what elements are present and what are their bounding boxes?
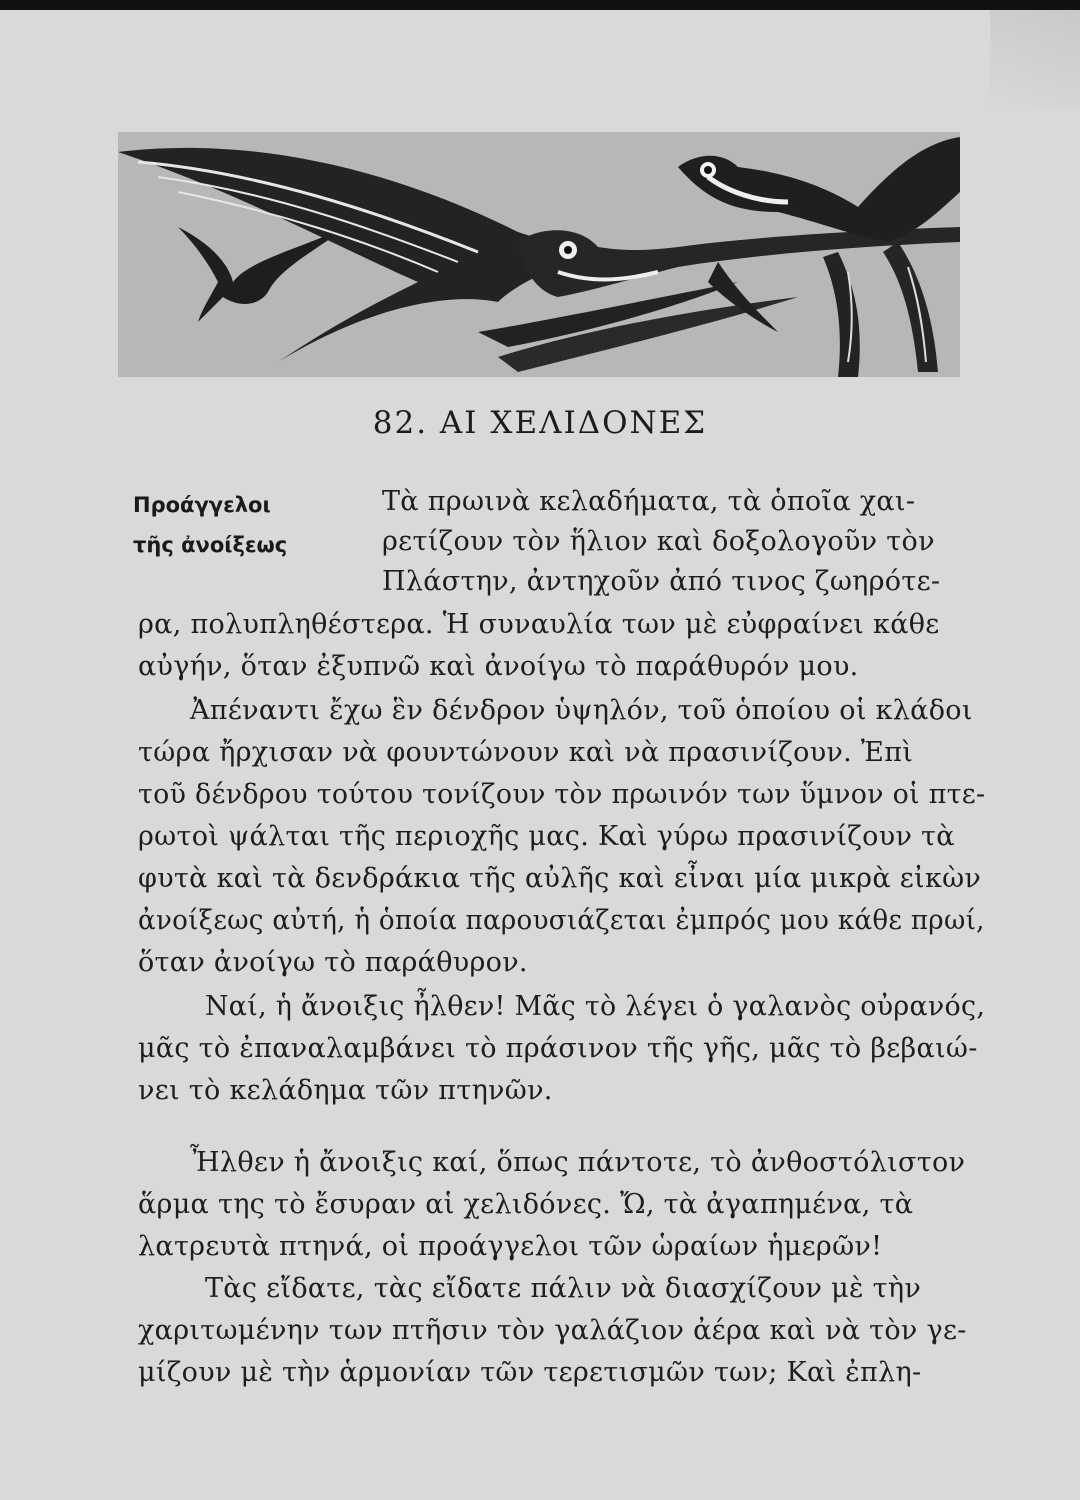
text-line: τώρα ἤρχισαν νὰ φουντώνουν καὶ νὰ πρασινίζουν. Ἐπὶ (138, 737, 914, 768)
text-line: Ἦλθεν ἡ ἄνοιξις καί, ὅπως πάντοτε, τὸ ἀνθοστόλιστον (190, 1147, 966, 1178)
text-line: Ναί, ἡ ἄνοιξις ἦλθεν! Μᾶς τὸ λέγει ὁ γαλανὸς οὐρανός, (205, 991, 986, 1022)
margin-note-1: Προάγγελοι (133, 493, 271, 517)
book-page (0, 10, 1080, 1500)
margin-note-2: τῆς ἀνοίξεως (133, 533, 288, 557)
swallows-illustration (118, 132, 960, 377)
scan-edge (0, 0, 1080, 10)
text-line: ρα, πολυπληθέστερα. Ἡ συναυλία των μὲ εὐφραίνει κάθε (138, 609, 940, 640)
text-line: νει τὸ κελάδημα τῶν πτηνῶν. (138, 1075, 553, 1106)
text-line: ρωτοὶ ψάλται τῆς περιοχῆς μας. Καὶ γύρω πρασινίζουν τὰ (138, 821, 955, 852)
text-line: Τὰ πρωινὰ κελαδήματα, τὰ ὁποῖα χαι- (382, 486, 916, 517)
text-line: ἅρμα της τὸ ἔσυραν αἱ χελιδόνες. Ὤ, τὰ ἀγαπημένα, τὰ (138, 1189, 914, 1220)
text-line: Τὰς εἴδατε, τὰς εἴδατε πάλιν νὰ διασχίζουν μὲ τὴν (205, 1273, 922, 1304)
text-line: Πλάστην, ἀντηχοῦν ἀπό τινος ζωηρότε- (382, 566, 941, 597)
swallows-drawing (118, 132, 960, 377)
text-line: ἀνοίξεως αὐτή, ἡ ὁποία παρουσιάζεται ἐμπρός μου κάθε πρωί, (138, 905, 985, 936)
text-line: χαριτωμένην των πτῆσιν τὸν γαλάζιον ἀέρα καὶ νὰ τὸν γε- (138, 1315, 967, 1346)
text-line: ρετίζουν τὸν ἥλιον καὶ δοξολογοῦν τὸν (382, 526, 935, 557)
text-line: φυτὰ καὶ τὰ δενδράκια τῆς αὐλῆς καὶ εἶναι μία μικρὰ εἰκὼν (138, 863, 982, 894)
chapter-title: 82. ΑΙ ΧΕΛΙΔΟΝΕΣ (372, 405, 708, 441)
text-line: μᾶς τὸ ἐπαναλαμβάνει τὸ πράσινον τῆς γῆς, μᾶς τὸ βεβαιώ- (138, 1033, 978, 1064)
text-line: τοῦ δένδρου τούτου τονίζουν τὸν πρωινόν των ὕμνον οἱ πτε- (138, 779, 986, 810)
page-corner (990, 10, 1080, 110)
text-line: ὅταν ἀνοίγω τὸ παράθυρον. (138, 947, 528, 978)
text-line: μίζουν μὲ τὴν ἁρμονίαν τῶν τερετισμῶν των; Καὶ ἐπλη- (138, 1357, 922, 1388)
text-line: Ἀπέναντι ἔχω ἓν δένδρον ὑψηλόν, τοῦ ὁποίου οἱ κλάδοι (190, 695, 973, 726)
text-line: λατρευτὰ πτηνά, οἱ προάγγελοι τῶν ὡραίων ἡμερῶν! (138, 1231, 883, 1262)
text-line: αὐγήν, ὅταν ἐξυπνῶ καὶ ἀνοίγω τὸ παράθυρόν μου. (138, 651, 859, 682)
